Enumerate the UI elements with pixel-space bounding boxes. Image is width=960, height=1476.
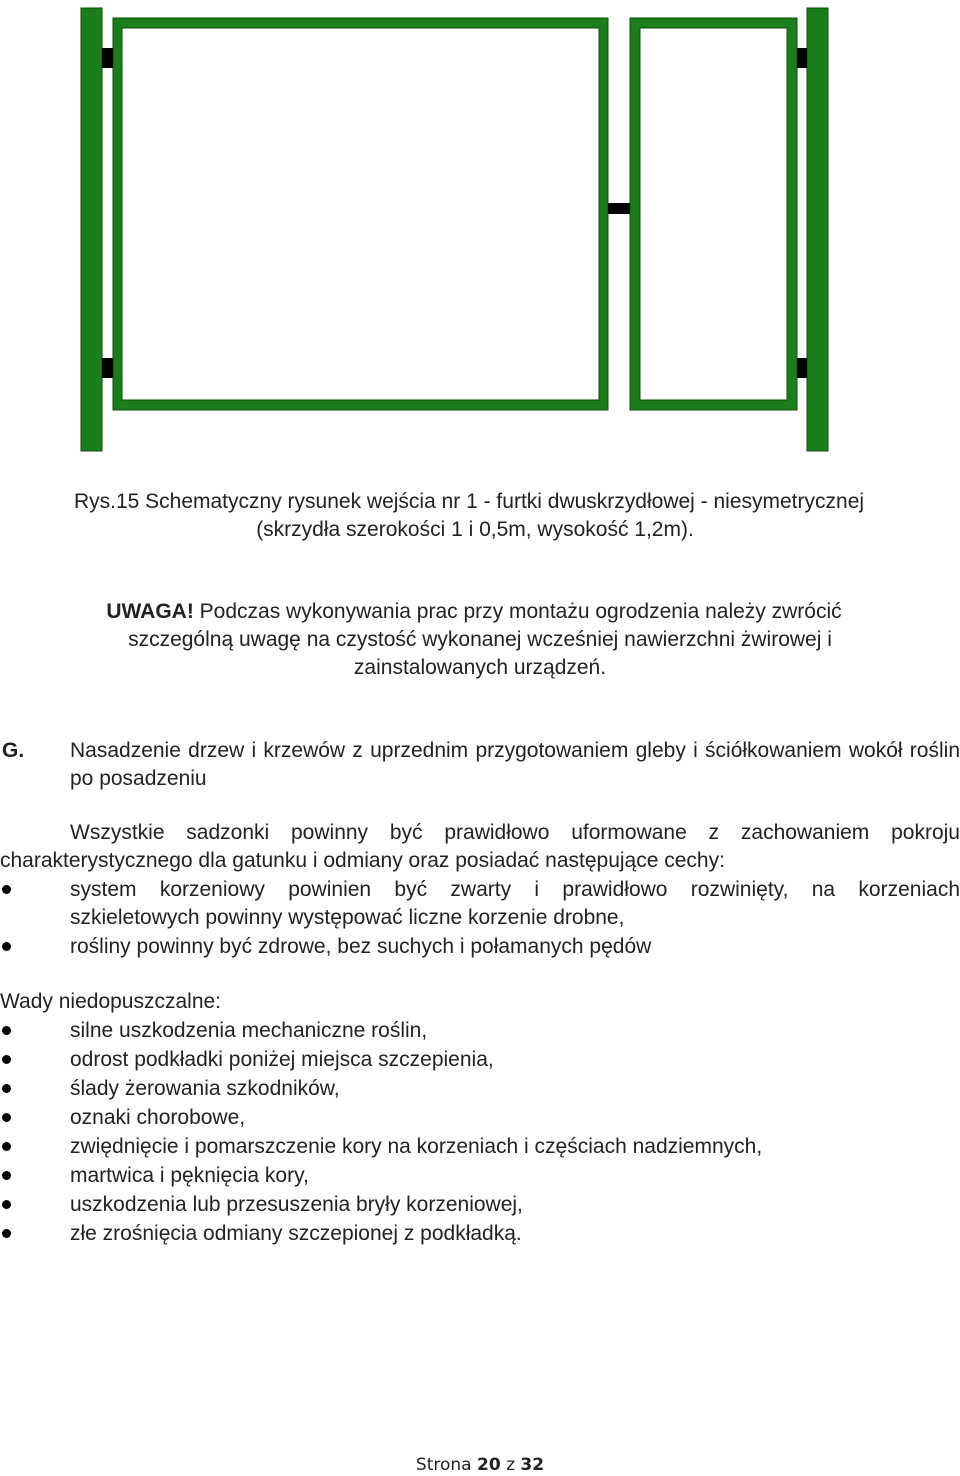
list-item [0, 1191, 960, 1219]
list-item [0, 1046, 960, 1074]
section-title: Nasadzenie drzew i krzewów z uprzednim przygotowaniem gleby i ściółkowaniem wokół roślin po posadzeniu [70, 739, 960, 790]
list-item [0, 876, 960, 932]
list-item [0, 1104, 960, 1132]
note-line-1-text: Podczas wykonywania prac przy montażu ogrodzenia należy zwrócić [193, 600, 842, 623]
current-page-number: 20 [476, 1455, 501, 1475]
intro-line-1: Wszystkie sadzonki powinny być prawidłowo uformowane z zachowaniem pokroju [70, 821, 960, 844]
footer-separator: z [506, 1455, 515, 1475]
list-item-text: zwiędnięcie i pomarszczenie kory na korzeniach i częściach nadziemnych, [70, 1135, 763, 1158]
warning-word: UWAGA! [106, 600, 194, 623]
total-page-count: 32 [520, 1455, 545, 1475]
figure-caption [0, 488, 960, 544]
bullet-icon [2, 1084, 11, 1093]
list-item [0, 1133, 960, 1161]
warning-note [40, 598, 920, 682]
left-wing [113, 18, 608, 410]
left-post [81, 8, 102, 451]
note-line-1 [40, 598, 920, 626]
list-item [0, 933, 960, 961]
list-item-text: odrost podkładki poniżej miejsca szczepienia, [70, 1048, 494, 1071]
list-item-line-2: szkieletowych powinny występować liczne korzenie drobne, [70, 906, 625, 929]
section-letter: G. [2, 739, 25, 762]
caption-line-2: (skrzydła szerokości 1 i 0,5m, wysokość 1,2m). [256, 518, 694, 541]
intro-line-2: charakterystycznego dla gatunku i odmiany oraz posiadać następujące cechy: [0, 849, 725, 872]
gate-latch [608, 203, 630, 214]
section-g-heading [0, 737, 960, 793]
intro-paragraph [0, 819, 960, 875]
hinge-left-bottom [102, 358, 113, 378]
list-item [0, 1017, 960, 1045]
note-line-2: szczególną uwagę na czystość wykonanej wcześniej nawierzchni żwirowej i [128, 628, 832, 651]
note-line-3: zainstalowanych urządzeń. [353, 656, 607, 679]
gate-schematic-drawing [0, 0, 960, 460]
right-wing [630, 18, 797, 410]
list-item [0, 1220, 960, 1248]
list-item-text: uszkodzenia lub przesuszenia bryły korzeniowej, [70, 1193, 523, 1216]
list-item-text: martwica i pęknięcia kory, [70, 1164, 309, 1187]
page-footer [0, 1453, 960, 1476]
bullet-icon [2, 1055, 11, 1064]
bullet-icon [2, 1113, 11, 1122]
list-item-text: złe zrośnięcia odmiany szczepionej z podkładką. [70, 1222, 522, 1245]
right-post [807, 8, 828, 451]
bullet-icon [2, 885, 11, 894]
footer-prefix: Strona [415, 1455, 472, 1475]
bullet-icon [2, 1171, 11, 1180]
list-item-text: oznaki chorobowe, [70, 1106, 246, 1129]
bullet-icon [2, 1026, 11, 1035]
list-item [0, 1162, 960, 1190]
defects-title: Wady niedopuszczalne: [0, 990, 222, 1013]
bullet-icon [2, 942, 11, 951]
defects-list [0, 1017, 960, 1249]
list-item-text: rośliny powinny być zdrowe, bez suchych i połamanych pędów [70, 935, 652, 958]
caption-line-1: Rys.15 Schematyczny rysunek wejścia nr 1 - furtki dwuskrzydłowej - niesymetrycznej [73, 490, 865, 513]
list-item-text: ślady żerowania szkodników, [70, 1077, 340, 1100]
hinge-left-top [102, 48, 113, 68]
bullet-icon [2, 1200, 11, 1209]
hinge-right-top [797, 48, 807, 68]
list-item-line-1: system korzeniowy powinien być zwarty i prawidłowo rozwinięty, na korzeniach [70, 878, 960, 901]
list-item-text: silne uszkodzenia mechaniczne roślin, [70, 1019, 428, 1042]
bullet-icon [2, 1229, 11, 1238]
features-list [0, 876, 960, 962]
bullet-icon [2, 1142, 11, 1151]
hinge-right-bottom [797, 358, 807, 378]
list-item [0, 1075, 960, 1103]
